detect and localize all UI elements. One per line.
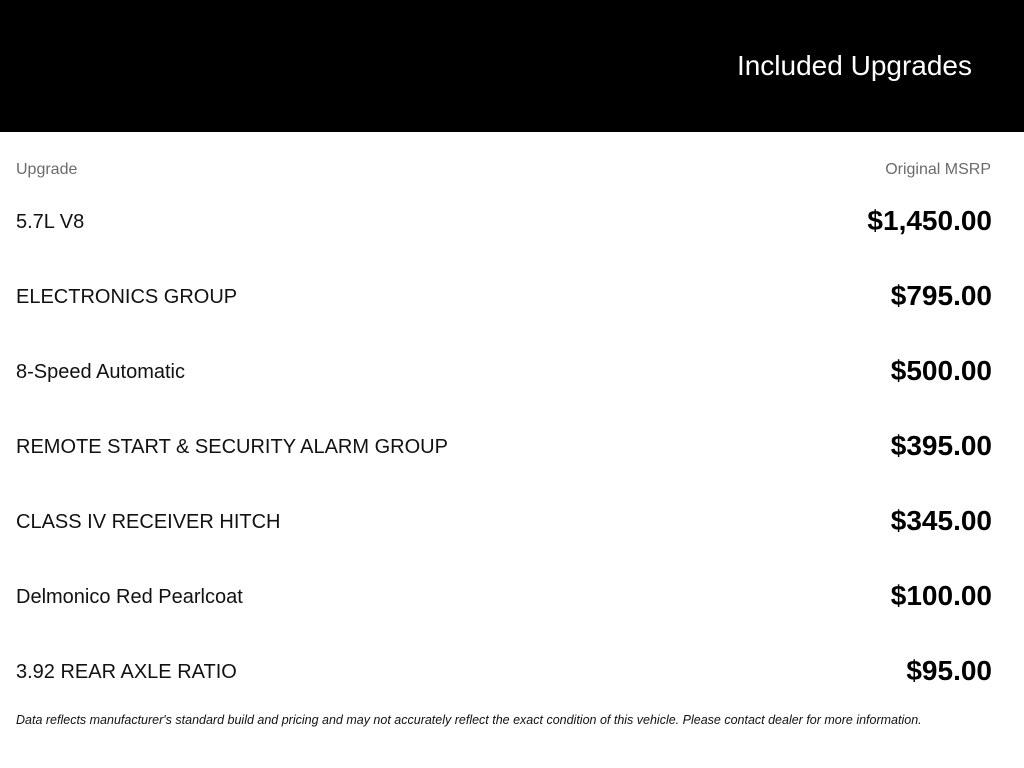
upgrade-name: 8-Speed Automatic: [16, 361, 185, 383]
list-item: [16, 185, 992, 260]
upgrade-price: $95.00: [906, 655, 992, 686]
upgrade-price: $1,450.00: [867, 205, 992, 236]
upgrade-name: CLASS IV RECEIVER HITCH: [16, 511, 281, 533]
column-header-msrp: Original MSRP: [885, 161, 991, 178]
upgrade-price: $395.00: [890, 430, 992, 461]
list-item: [16, 260, 992, 335]
upgrade-name: 3.92 REAR AXLE RATIO: [16, 661, 237, 683]
disclaimer-text: Data reflects manufacturer's standard build and pricing and may not accurately reflect the exact condition of this vehicle. Please contact dealer for more information.: [16, 713, 922, 727]
column-header-upgrade: Upgrade: [16, 161, 78, 178]
upgrade-name: Delmonico Red Pearlcoat: [16, 586, 243, 608]
upgrade-price: $100.00: [890, 580, 992, 611]
page-title: Included Upgrades: [736, 50, 972, 81]
upgrade-price: $795.00: [890, 280, 992, 311]
list-item: [16, 335, 992, 410]
upgrades-list: [16, 185, 992, 710]
list-item: [16, 560, 992, 635]
upgrade-name: ELECTRONICS GROUP: [16, 286, 238, 308]
list-item: [16, 635, 992, 710]
upgrade-name: 5.7L V8: [16, 211, 85, 233]
list-item: [16, 410, 992, 485]
upgrade-name: REMOTE START & SECURITY ALARM GROUP: [16, 436, 448, 458]
page-header: [0, 0, 1024, 132]
upgrade-price: $345.00: [890, 505, 992, 536]
list-item: [16, 485, 992, 560]
upgrade-price: $500.00: [890, 355, 992, 386]
